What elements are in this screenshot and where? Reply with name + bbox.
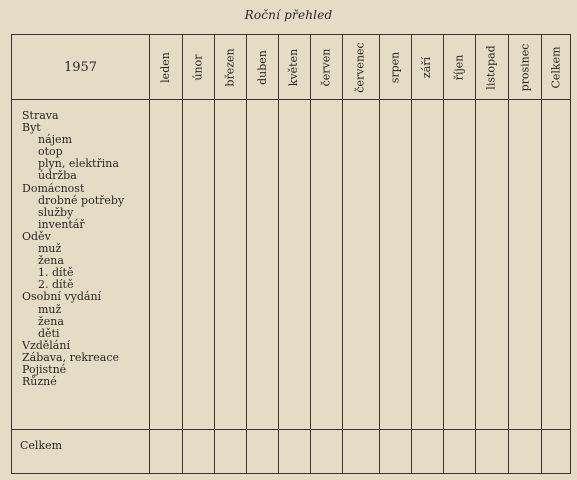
month-header-label: prosinec	[518, 43, 531, 91]
column-divider	[246, 35, 247, 473]
month-header-label: říjen	[452, 54, 466, 80]
month-header	[379, 35, 411, 99]
month-header-label: Celkem	[549, 45, 563, 89]
category-label: Domácnost	[22, 181, 85, 195]
subcategory-label: 1. dítě	[38, 266, 74, 280]
month-header	[149, 35, 182, 99]
category-label: Byt	[22, 121, 41, 135]
column-divider	[278, 35, 279, 473]
month-header-label: březen	[223, 47, 237, 87]
subcategory-label: údržba	[38, 169, 77, 183]
month-header	[310, 35, 342, 99]
month-header-label: únor	[191, 53, 205, 81]
month-header-label: duben	[255, 49, 269, 85]
column-divider	[411, 35, 412, 473]
category-label: Vzdělání	[22, 338, 70, 352]
month-header-label: leden	[158, 51, 172, 83]
subcategory-label: inventář	[38, 217, 85, 231]
subcategory-label: 2. dítě	[38, 278, 74, 292]
category-label: Oděv	[22, 229, 51, 243]
category-label: Různé	[22, 375, 57, 389]
subcategory-label: muž	[38, 242, 62, 256]
category-list	[22, 110, 147, 388]
month-header-label: září	[420, 56, 434, 78]
column-divider	[214, 35, 215, 473]
year-label: 1957	[63, 59, 98, 75]
column-divider	[182, 35, 183, 473]
column-divider	[475, 35, 476, 473]
column-divider	[379, 35, 380, 473]
month-header-label: listopad	[485, 44, 498, 90]
category-label: Pojistné	[22, 362, 67, 376]
row-divider	[12, 99, 570, 100]
subcategory-label: děti	[38, 326, 60, 340]
subcategory-label: plyn, elektřina	[38, 157, 119, 171]
month-header	[411, 35, 443, 99]
month-header	[342, 35, 379, 99]
page-title: Roční přehled	[244, 8, 333, 22]
category-label: Osobní vydání	[22, 290, 102, 304]
month-header	[214, 35, 246, 99]
month-header	[246, 35, 278, 99]
column-divider	[310, 35, 311, 473]
subcategory-label: žena	[38, 314, 64, 328]
month-header-label: červen	[319, 48, 333, 86]
annual-overview-table	[11, 34, 571, 474]
month-header-label: srpen	[388, 51, 402, 83]
column-divider	[342, 35, 343, 473]
row-divider	[12, 429, 570, 430]
subcategory-label: muž	[38, 302, 62, 316]
column-divider	[541, 35, 542, 473]
subcategory-label: služby	[38, 205, 74, 219]
total-row-label: Celkem	[20, 439, 63, 452]
month-header	[443, 35, 475, 99]
subcategory-label: nájem	[38, 133, 72, 147]
column-divider	[149, 35, 150, 473]
month-header	[541, 35, 571, 99]
month-header	[278, 35, 310, 99]
subcategory-label: žena	[38, 254, 64, 268]
month-header-label: květen	[287, 48, 301, 86]
column-divider	[508, 35, 509, 473]
month-header-label: červenec	[354, 41, 368, 93]
subcategory-label: otop	[38, 145, 63, 159]
category-label: Strava	[22, 109, 59, 122]
category-label: Zábava, rekreace	[22, 350, 119, 364]
month-header	[508, 35, 541, 99]
column-divider	[443, 35, 444, 473]
month-header	[475, 35, 508, 99]
month-header	[182, 35, 214, 99]
subcategory-label: drobné potřeby	[38, 193, 125, 207]
